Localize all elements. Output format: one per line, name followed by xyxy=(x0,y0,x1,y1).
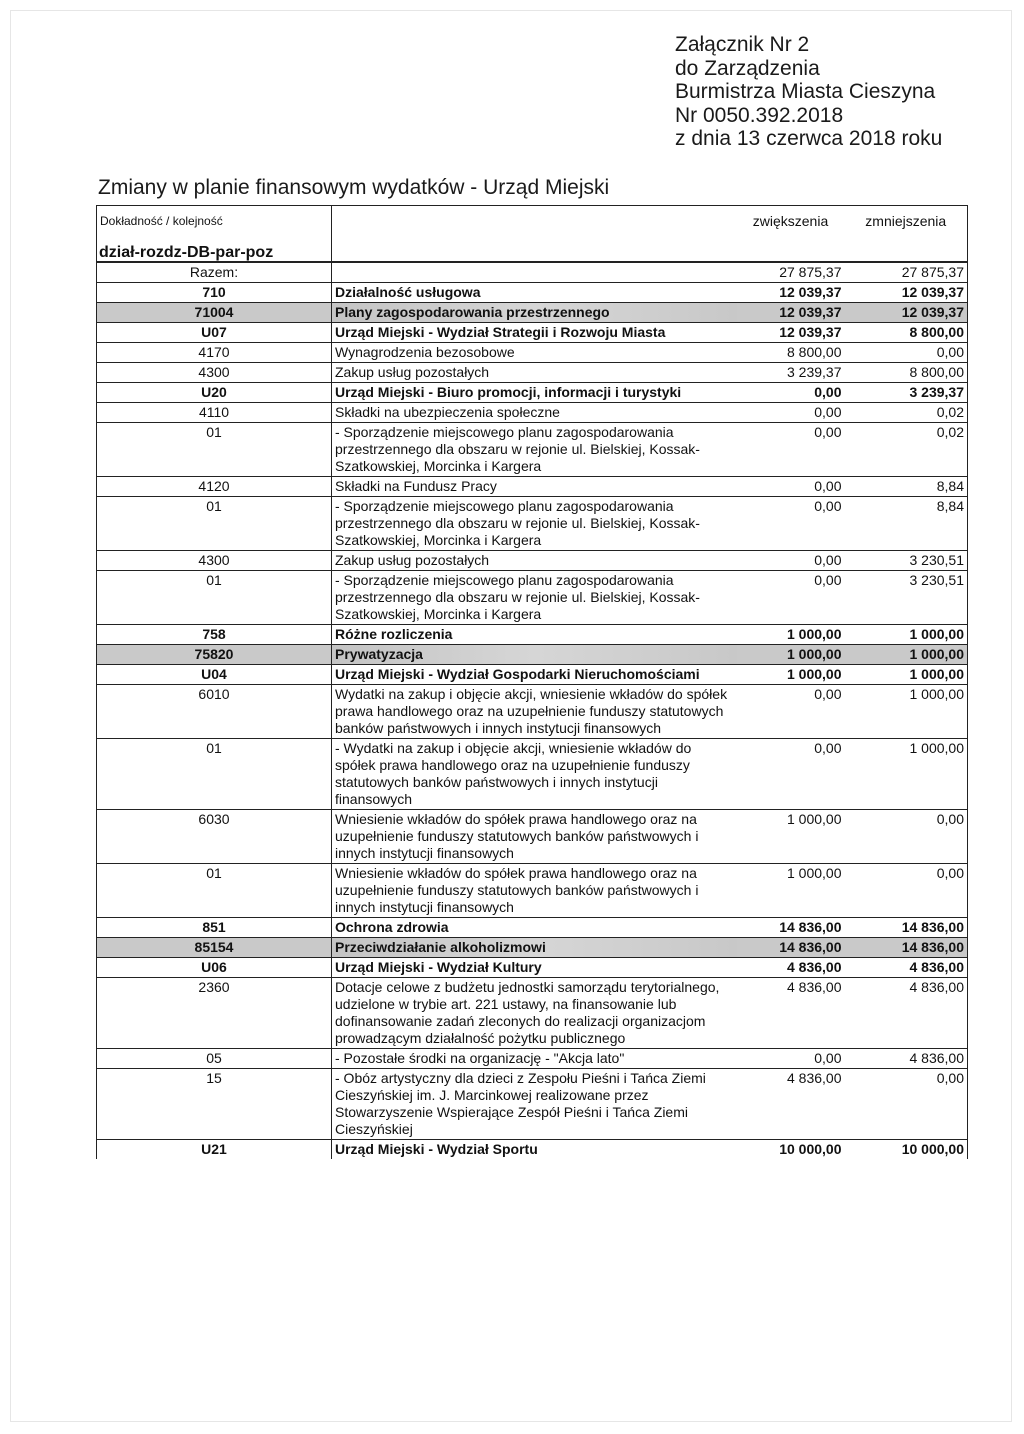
table-row xyxy=(97,1049,968,1069)
row-name: Zakup usług pozostałych xyxy=(332,551,737,571)
row-increase: 1 000,00 xyxy=(737,864,845,918)
table-row xyxy=(97,958,968,978)
row-name: Składki na Fundusz Pracy xyxy=(332,477,737,497)
row-increase: 1 000,00 xyxy=(737,625,845,645)
row-decrease: 4 836,00 xyxy=(845,978,968,1049)
row-code: 01 xyxy=(97,571,332,625)
row-code: 75820 xyxy=(97,645,332,665)
row-increase: 4 836,00 xyxy=(737,958,845,978)
table-row xyxy=(97,303,968,323)
row-code: 851 xyxy=(97,918,332,938)
annex-order-number: Nr 0050.392.2018 xyxy=(675,103,844,127)
row-code: 4110 xyxy=(97,403,332,423)
row-decrease: 12 039,37 xyxy=(845,283,968,303)
row-name xyxy=(332,262,737,283)
row-decrease: 0,00 xyxy=(845,343,968,363)
row-name: - Pozostałe środki na organizację - "Akcja lato" xyxy=(332,1049,737,1069)
table-row xyxy=(97,938,968,958)
row-decrease: 1 000,00 xyxy=(845,685,968,739)
row-name: - Obóz artystyczny dla dzieci z Zespołu Pieśni i Tańca Ziemi Cieszyńskiej im. J. Marcinkowej realizowane przez Stowarzyszenie Wspierające Zespół Pieśni i Tańca Ziemi Cieszyńskiej xyxy=(332,1069,737,1140)
table-row xyxy=(97,423,968,477)
annex-header xyxy=(675,33,942,151)
row-name: Wniesienie wkładów do spółek prawa handlowego oraz na uzupełnienie funduszy statutowych banków państwowych i innych instytucji finansowych xyxy=(332,810,737,864)
row-name: - Sporządzenie miejscowego planu zagospodarowania przestrzennego dla obszaru w rejonie ul. Bielskiej, Kossak-Szatkowskiej, Morcinka i Kargera xyxy=(332,423,737,477)
row-code: U21 xyxy=(97,1140,332,1160)
row-decrease: 27 875,37 xyxy=(845,262,968,283)
row-decrease: 1 000,00 xyxy=(845,739,968,810)
annex-issuer: Burmistrza Miasta Cieszyna xyxy=(675,80,936,103)
increase-header: zwiększenia xyxy=(737,206,845,237)
row-name: Urząd Miejski - Biuro promocji, informacji i turystyki xyxy=(332,383,737,403)
row-decrease: 3 230,51 xyxy=(845,571,968,625)
row-increase: 4 836,00 xyxy=(737,978,845,1049)
table-row xyxy=(97,625,968,645)
row-decrease: 3 230,51 xyxy=(845,551,968,571)
row-code: U07 xyxy=(97,323,332,343)
row-code: 15 xyxy=(97,1069,332,1140)
row-code: 01 xyxy=(97,739,332,810)
row-code: 4300 xyxy=(97,363,332,383)
table-row xyxy=(97,477,968,497)
row-increase: 1 000,00 xyxy=(737,665,845,685)
table-row xyxy=(97,739,968,810)
row-code: 2360 xyxy=(97,978,332,1049)
row-increase: 14 836,00 xyxy=(737,938,845,958)
annex-date: z dnia 13 czerwca 2018 roku xyxy=(675,127,943,150)
code-header: dział-rozdz-DB-par-poz xyxy=(97,236,332,262)
table-row xyxy=(97,810,968,864)
row-code: 6030 xyxy=(97,810,332,864)
annex-ref: do Zarządzenia xyxy=(675,56,820,80)
row-decrease: 0,00 xyxy=(845,810,968,864)
table-header-row xyxy=(97,206,968,237)
row-decrease: 8,84 xyxy=(845,497,968,551)
row-code: 01 xyxy=(97,864,332,918)
row-code: U04 xyxy=(97,665,332,685)
table-row xyxy=(97,343,968,363)
row-increase: 0,00 xyxy=(737,383,845,403)
accuracy-header: Dokładność / kolejność xyxy=(97,206,332,237)
row-increase: 3 239,37 xyxy=(737,363,845,383)
row-name: Zakup usług pozostałych xyxy=(332,363,737,383)
table-row xyxy=(97,685,968,739)
row-code: 01 xyxy=(97,423,332,477)
table-row xyxy=(97,918,968,938)
table-row xyxy=(97,497,968,551)
row-decrease: 8 800,00 xyxy=(845,323,968,343)
row-code: Razem: xyxy=(97,262,332,283)
row-code: 710 xyxy=(97,283,332,303)
row-decrease: 4 836,00 xyxy=(845,958,968,978)
row-name: Ochrona zdrowia xyxy=(332,918,737,938)
row-name: - Sporządzenie miejscowego planu zagospodarowania przestrzennego dla obszaru w rejonie ul. Bielskiej, Kossak-Szatkowskiej, Morcinka i Kargera xyxy=(332,497,737,551)
row-increase: 12 039,37 xyxy=(737,323,845,343)
page-title: Zmiany w planie finansowym wydatków - Urząd Miejski xyxy=(98,176,610,199)
table-row xyxy=(97,383,968,403)
row-decrease: 0,02 xyxy=(845,423,968,477)
row-decrease: 0,00 xyxy=(845,864,968,918)
table-row xyxy=(97,571,968,625)
table-row xyxy=(97,262,968,283)
table-row xyxy=(97,1140,968,1160)
row-name: Urząd Miejski - Wydział Sportu xyxy=(332,1140,737,1160)
row-code: 01 xyxy=(97,497,332,551)
row-increase: 8 800,00 xyxy=(737,343,845,363)
row-decrease: 8,84 xyxy=(845,477,968,497)
annex-number: Załącznik Nr 2 xyxy=(675,33,810,56)
row-increase: 4 836,00 xyxy=(737,1069,845,1140)
table-row xyxy=(97,645,968,665)
table-row xyxy=(97,665,968,685)
row-name: Dotacje celowe z budżetu jednostki samorządu terytorialnego, udzielone w trybie art. 221 ustawy, na finansowanie lub dofinansowanie zadań zleconych do realizacji organizacjom prowadzącym działalność pożytku publicznego xyxy=(332,978,737,1049)
row-increase: 0,00 xyxy=(737,1049,845,1069)
table-row xyxy=(97,323,968,343)
row-code: 4300 xyxy=(97,551,332,571)
row-increase: 14 836,00 xyxy=(737,918,845,938)
budget-table xyxy=(96,205,968,1159)
table-row xyxy=(97,551,968,571)
row-code: 85154 xyxy=(97,938,332,958)
row-name: Wynagrodzenia bezosobowe xyxy=(332,343,737,363)
row-name: Urząd Miejski - Wydział Gospodarki Nieruchomościami xyxy=(332,665,737,685)
row-decrease: 4 836,00 xyxy=(845,1049,968,1069)
row-increase: 10 000,00 xyxy=(737,1140,845,1160)
row-name: Urząd Miejski - Wydział Kultury xyxy=(332,958,737,978)
row-decrease: 0,02 xyxy=(845,403,968,423)
row-name: Plany zagospodarowania przestrzennego xyxy=(332,303,737,323)
table-row xyxy=(97,1069,968,1140)
row-code: 4170 xyxy=(97,343,332,363)
row-name: Przeciwdziałanie alkoholizmowi xyxy=(332,938,737,958)
row-decrease: 12 039,37 xyxy=(845,303,968,323)
row-decrease: 1 000,00 xyxy=(845,665,968,685)
row-decrease: 1 000,00 xyxy=(845,645,968,665)
row-increase: 12 039,37 xyxy=(737,303,845,323)
row-code: 6010 xyxy=(97,685,332,739)
table-row xyxy=(97,403,968,423)
row-decrease: 8 800,00 xyxy=(845,363,968,383)
table-row xyxy=(97,864,968,918)
table-header-row-2 xyxy=(97,236,968,262)
decrease-header: zmniejszenia xyxy=(845,206,968,237)
row-code: U06 xyxy=(97,958,332,978)
row-code: 4120 xyxy=(97,477,332,497)
row-decrease: 10 000,00 xyxy=(845,1140,968,1160)
row-increase: 0,00 xyxy=(737,739,845,810)
row-name: Urząd Miejski - Wydział Strategii i Rozwoju Miasta xyxy=(332,323,737,343)
row-increase: 0,00 xyxy=(737,571,845,625)
row-increase: 0,00 xyxy=(737,477,845,497)
row-name: Składki na ubezpieczenia społeczne xyxy=(332,403,737,423)
row-increase: 1 000,00 xyxy=(737,810,845,864)
table-row xyxy=(97,363,968,383)
row-decrease: 3 239,37 xyxy=(845,383,968,403)
row-increase: 0,00 xyxy=(737,497,845,551)
row-name: - Wydatki na zakup i objęcie akcji, wniesienie wkładów do spółek prawa handlowego oraz na uzupełnienie funduszy statutowych banków państwowych i innych instytucji finansowych xyxy=(332,739,737,810)
row-name: - Sporządzenie miejscowego planu zagospodarowania przestrzennego dla obszaru w rejonie ul. Bielskiej, Kossak-Szatkowskiej, Morcinka i Kargera xyxy=(332,571,737,625)
row-name: Wydatki na zakup i objęcie akcji, wniesienie wkładów do spółek prawa handlowego oraz na uzupełnienie funduszy statutowych banków państwowych i innych instytucji finansowych xyxy=(332,685,737,739)
row-code: 05 xyxy=(97,1049,332,1069)
row-decrease: 14 836,00 xyxy=(845,938,968,958)
row-increase: 1 000,00 xyxy=(737,645,845,665)
row-code: 71004 xyxy=(97,303,332,323)
row-name: Prywatyzacja xyxy=(332,645,737,665)
row-decrease: 0,00 xyxy=(845,1069,968,1140)
row-increase: 0,00 xyxy=(737,551,845,571)
row-name: Wniesienie wkładów do spółek prawa handlowego oraz na uzupełnienie funduszy statutowych banków państwowych i innych instytucji finansowych xyxy=(332,864,737,918)
row-increase: 27 875,37 xyxy=(737,262,845,283)
row-increase: 0,00 xyxy=(737,403,845,423)
row-decrease: 1 000,00 xyxy=(845,625,968,645)
row-increase: 12 039,37 xyxy=(737,283,845,303)
table-row xyxy=(97,978,968,1049)
row-code: U20 xyxy=(97,383,332,403)
table-row xyxy=(97,283,968,303)
row-name: Działalność usługowa xyxy=(332,283,737,303)
row-name: Różne rozliczenia xyxy=(332,625,737,645)
row-decrease: 14 836,00 xyxy=(845,918,968,938)
row-increase: 0,00 xyxy=(737,423,845,477)
row-code: 758 xyxy=(97,625,332,645)
row-increase: 0,00 xyxy=(737,685,845,739)
